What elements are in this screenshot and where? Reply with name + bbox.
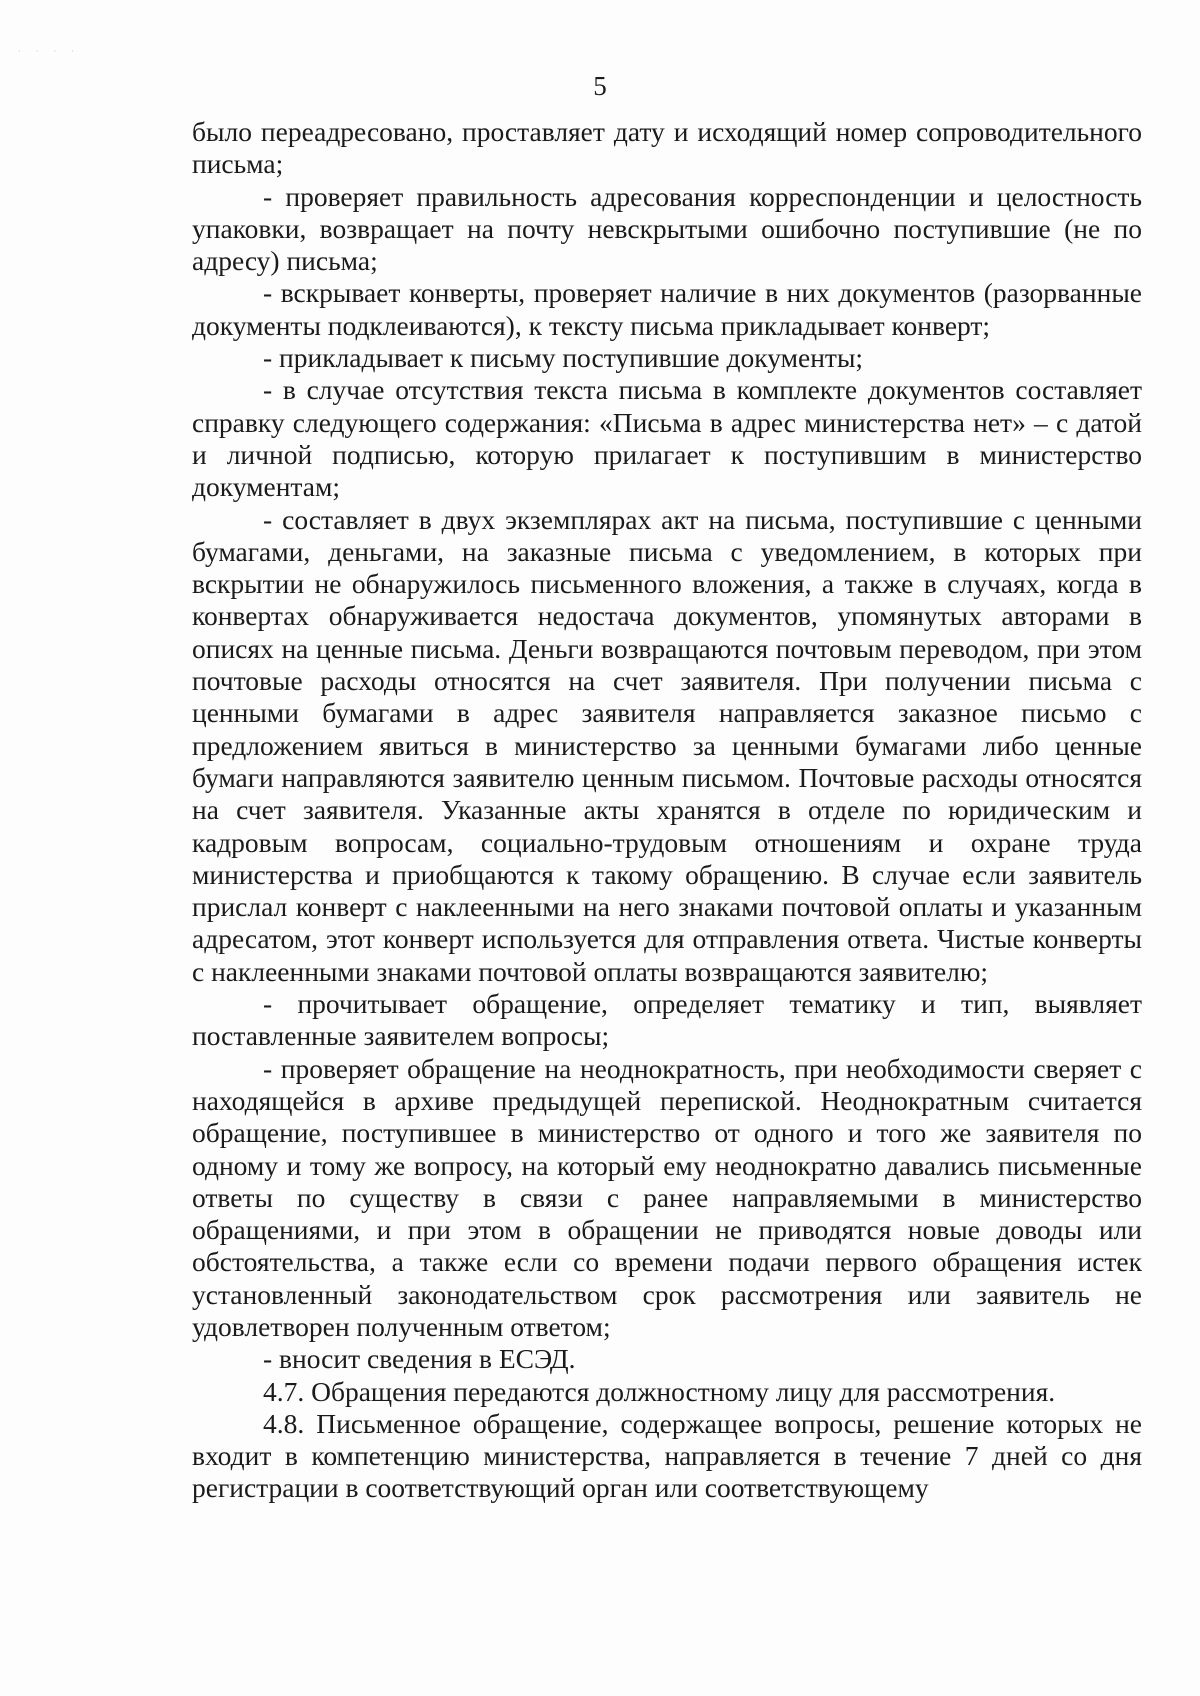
- paragraph: - прикладывает к письму поступившие документы;: [263, 342, 864, 374]
- paragraph: - проверяет обращение на неоднократность, при необходимости сверяет с находящейся в архиве предыдущей перепиской. Неоднократным считается обращение, поступившее в министерство от одного и того же заявителя по одному и тому же вопросу, на который ему неоднократно давались письменные ответы по существу в связи с ранее направляемыми в министерство обращениями, и при этом в обращении не приводятся новые доводы или обстоятельства, а также если со времени подачи первого обращения истек установленный законодательством срок рассмотрения или заявитель не удовлетворен полученным ответом;: [192, 1052, 1142, 1342]
- paragraph: - вносит сведения в ЕСЭД.: [263, 1343, 576, 1375]
- paragraph: - вскрывает конверты, проверяет наличие в них документов (разорванные документы подклеиваются), к тексту письма прикладывает конверт;: [192, 277, 1142, 341]
- paragraph: - прочитывает обращение, определяет тематику и тип, выявляет поставленные заявителем вопросы;: [192, 988, 1142, 1052]
- page-number: 5: [593, 71, 607, 101]
- document-body: [192, 116, 1142, 1505]
- paragraph: 4.8. Письменное обращение, содержащее вопросы, решение которых не входит в компетенцию министерства, направляется в течение 7 дней со дня регистрации в соответствующий орган или соответствующему: [192, 1407, 1142, 1504]
- scan-artifact: · · · ·: [18, 47, 81, 57]
- paragraph: - в случае отсутствия текста письма в комплекте документов составляет справку следующего содержания: «Письма в адрес министерства нет» – с датой и личной подписью, которую прилагает к поступившим в министерство документам;: [192, 374, 1142, 503]
- paragraph: было переадресовано, проставляет дату и исходящий номер сопроводительного письма;: [192, 116, 1142, 180]
- paragraph: - составляет в двух экземплярах акт на письма, поступившие с ценными бумагами, деньгами, на заказные письма с уведомлением, в которых при вскрытии не обнаружилось письменного вложения, а также в случаях, когда в конвертах обнаруживается недостача документов, упомянутых авторами в описях на ценные письма. Деньги возвращаются почтовым переводом, при этом почтовые расходы относятся на счет заявителя. При получении письма с ценными бумагами в адрес заявителя направляется заказное письмо с предложением явиться в министерство за ценными бумагами либо ценные бумаги направляются заявителю ценным письмом. Почтовые расходы относятся на счет заявителя. Указанные акты хранятся в отделе по юридическим и кадровым вопросам, социально-трудовым отношениям и охране труда министерства и приобщаются к такому обращению. В случае если заявитель прислал конверт с наклеенными на него знаками почтовой оплаты и указанным адресатом, этот конверт используется для отправления ответа. Чистые конверты с наклеенными знаками почтовой оплаты возвращаются заявителю;: [192, 503, 1142, 987]
- paragraph: - проверяет правильность адресования корреспонденции и целостность упаковки, возвращает на почту невскрытыми ошибочно поступившие (не по адресу) письма;: [192, 180, 1142, 277]
- paragraph: 4.7. Обращения передаются должностному лицу для рассмотрения.: [263, 1375, 1056, 1407]
